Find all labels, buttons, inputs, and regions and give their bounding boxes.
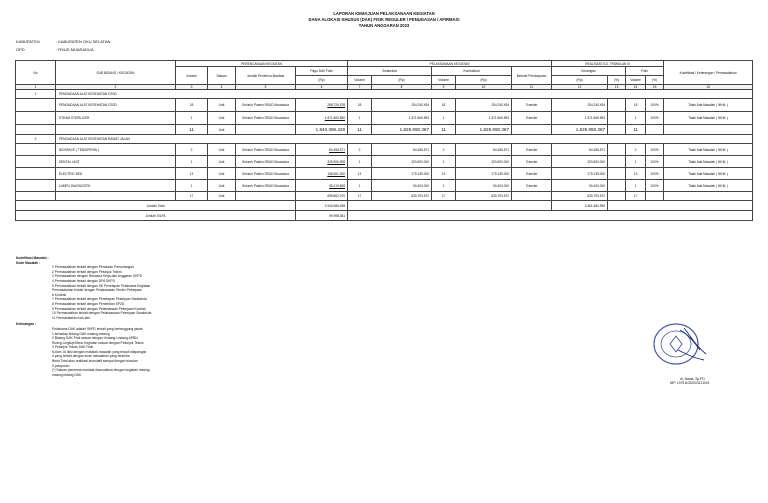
item-kon-volume: 1 xyxy=(432,156,456,168)
item-keterangan: Tidak Ada Masalah ( NIHIL ) xyxy=(664,112,753,125)
keterangan-heading: Keterangan : xyxy=(16,322,37,327)
item-keu-rp: 175.135.000 xyxy=(552,168,608,180)
item-swa-volume: 1 xyxy=(348,180,372,192)
item-penerima: Seluruh Pasien RSUD Muaradua xyxy=(236,168,296,180)
item-kon-volume: 2 xyxy=(432,144,456,156)
col-no: No xyxy=(16,61,56,85)
item-penerima: Seluruh Pasien RSUD Muaradua xyxy=(236,156,296,168)
item-swa-volume: 1 xyxy=(348,112,372,125)
table-row xyxy=(16,99,753,112)
item-satuan: Unit xyxy=(208,180,236,192)
item-name: PENGADAAN ALAT KESEHATAN CSSD xyxy=(56,99,176,112)
col-kontraktual: Kontraktual xyxy=(432,67,512,76)
item-keu-pct xyxy=(608,168,626,180)
item-fis-volume: 1 xyxy=(626,180,646,192)
item-volume: 13 xyxy=(176,168,208,180)
col-num: 9 xyxy=(432,85,456,90)
item-keu-pct xyxy=(608,180,626,192)
item-kon-rp: 1.571.669.893 xyxy=(456,112,512,125)
section-row xyxy=(16,135,753,144)
item-pagu: 84.458.571 xyxy=(296,144,348,156)
item-swa-rp: 320.800.000 xyxy=(372,156,432,168)
section-title: PENGADAAN ALAT KESEHATAN CSSD xyxy=(56,90,753,99)
col-num: 5 xyxy=(236,85,296,90)
item-swa-rp: 1.571.669.893 xyxy=(372,112,432,125)
item-swa-rp: 254.240.494 xyxy=(372,99,432,112)
subtotal-row xyxy=(16,125,753,135)
item-kon-rp: 84.458.571 xyxy=(456,144,512,156)
item-kon-rp: 254.240.494 xyxy=(456,99,512,112)
keterangan-item: masing bidang DAK xyxy=(52,372,82,377)
keterangan-item: Ruang Lingkup/Menu Kegiatan sesuai dengan Petunjuk Teknis xyxy=(52,340,144,345)
item-volume: 2 xyxy=(176,144,208,156)
col-num: 11 xyxy=(512,85,552,90)
col-num: 12 xyxy=(552,85,608,90)
kode-item: Permasalahan terkait dengan Pelaksanaan Tender Pekerjaan xyxy=(52,288,142,293)
item-swa-rp: 84.458.571 xyxy=(372,144,432,156)
kode-item: 3 Permasalahan dengan Rencana Kerja dan Anggaran SKPD xyxy=(52,274,142,279)
col-swa-rp: (Rp) xyxy=(372,76,432,85)
item-fis-pct: 100% xyxy=(646,112,664,125)
grand-total-keu: 2.461.683.959 xyxy=(552,201,608,211)
subtotal-keu-rp: 630.793.572 xyxy=(552,192,608,201)
col-num: 15 xyxy=(646,85,664,90)
item-fis-volume: 2 xyxy=(626,144,646,156)
item-keu-rp: 320.800.000 xyxy=(552,156,608,168)
grand-total-label: Jumlah Total xyxy=(16,201,296,211)
item-penerima: Seluruh Pasien RSUD Muaradua xyxy=(236,99,296,112)
subtotal-volume: 17 xyxy=(176,192,208,201)
item-pagu: 268.726.578 xyxy=(296,99,348,112)
kode-item: 2 Permasalahan terkait dengan Petunjuk Teknis xyxy=(52,269,122,274)
item-fis-pct: 100% xyxy=(646,168,664,180)
item-keterangan: Tidak Ada Masalah ( NIHIL ) xyxy=(664,156,753,168)
section-row xyxy=(16,90,753,99)
col-fis-pct: (%) xyxy=(646,76,664,85)
item-name: DENTAL UNIT xyxy=(56,156,176,168)
col-pelaksanaan: PELAKSANAAN KEGIATAN xyxy=(348,61,552,67)
col-kon-rp: (Rp) xyxy=(456,76,512,85)
item-swa-volume: 1 xyxy=(348,156,372,168)
kabupaten-value: : KABUPATEN OKU SELATAN xyxy=(56,39,111,44)
item-fis-pct: 100% xyxy=(646,180,664,192)
item-keu-rp: 254.240.494 xyxy=(552,99,608,112)
item-keu-rp: 1.571.669.893 xyxy=(552,112,608,125)
col-num: 16 xyxy=(664,85,753,90)
grand-total-row xyxy=(16,201,753,211)
item-penerima: Seluruh Pasien RSUD Muaradua xyxy=(236,112,296,125)
subtotal-kon-rp: 630.793.572 xyxy=(456,192,512,201)
opd-label: OPD xyxy=(16,47,25,52)
kode-item: 1 Permasalahan terkait dengan Peraturan Perundangan xyxy=(52,265,134,270)
kabupaten-label: KABUPATEN xyxy=(16,39,40,44)
item-kon-volume: 1 xyxy=(432,112,456,125)
subtotal-swa-rp: 1.825.890.387 xyxy=(372,125,432,135)
col-kon-volume: Volume xyxy=(432,76,456,85)
col-keuangan: Keuangan xyxy=(552,67,626,76)
item-pagu: 198.561.000 xyxy=(296,168,348,180)
item-pagu: 1.571.669.850 xyxy=(296,112,348,125)
kode-item: 11 Permasalahan lain-lain xyxy=(52,315,90,320)
item-satuan: Unit xyxy=(208,168,236,180)
subtotal-volume: 11 xyxy=(176,125,208,135)
item-satuan: Unit xyxy=(208,112,236,125)
item-fis-pct: 100% xyxy=(646,156,664,168)
item-metode: Transfer xyxy=(512,156,552,168)
kode-item: 7 Permasalahan terkait dengan Penerapan Pekerjaan Swakelola xyxy=(52,297,147,302)
grand-total-value: 2.540.086.498 xyxy=(296,201,348,211)
keterangan-item: 2 Bidang DAK Fisik sesuai dengan Undang-Undang APBN xyxy=(52,336,138,341)
item-keu-rp: 84.458.571 xyxy=(552,144,608,156)
item-kon-rp: 50.400.000 xyxy=(456,180,512,192)
subtotal-kon-volume: 11 xyxy=(432,125,456,135)
item-metode: Transfer xyxy=(512,144,552,156)
subtotal-fis-volume: 11 xyxy=(626,125,646,135)
kode-item: 9 Permasalahan terkait dengan Pelaksanaan Pekerjaan Kontrak xyxy=(52,306,146,311)
keterangan-item: (*) Satuan penerima manfaat disesuaikan dengan kegiatan masing- xyxy=(52,368,151,373)
opd-value: : RSUD MUARADUA xyxy=(56,47,94,52)
item-pagu: 325.906.908 xyxy=(296,156,348,168)
col-pagu-rp: (Rp) xyxy=(296,76,348,85)
section-title: PENGADAAN ALAT KESEHATAN RAWAT JALAN xyxy=(56,135,753,144)
item-fis-pct: 100% xyxy=(646,99,664,112)
section-no: 1 xyxy=(16,90,56,99)
keterangan-item: 4 yang terkait dengan kode masalahan yang tersedia xyxy=(52,354,130,359)
item-fis-volume: 1 xyxy=(626,156,646,168)
col-penerima: Jumlah Penerima Manfaat xyxy=(236,67,296,85)
item-satuan: Unit xyxy=(208,99,236,112)
item-name: LAMPU DIAGNOSTIK xyxy=(56,180,176,192)
subtotal-keu-rp: 1.825.890.387 xyxy=(552,125,608,135)
item-metode: Transfer xyxy=(512,180,552,192)
subtotal-satuan: Unit xyxy=(208,192,236,201)
col-fis-volume: Volume xyxy=(626,76,646,85)
official-stamp-icon xyxy=(650,320,710,370)
report-year: TAHUN ANGGARAN 2023 xyxy=(358,23,410,28)
keterangan-item: 5 pelaporan xyxy=(52,363,70,368)
signer-name: dr. Nama, Sp.PD xyxy=(680,377,705,381)
signer-nip: NIP. 197511052003121001 xyxy=(670,381,710,386)
subtotal-pagu: 1.840.396.428 xyxy=(296,125,348,135)
col-swa-volume: Volume xyxy=(348,76,372,85)
col-keu-rp: (Rp) xyxy=(552,76,608,85)
col-perencanaan: PERENCANAAN KEGIATAN xyxy=(176,61,348,67)
keterangan-item: Pelaksana DAK adalah SKPD terkait yang bertanggung jawab xyxy=(52,326,143,331)
col-keu-pct: (%) xyxy=(608,76,626,85)
col-num: 3 xyxy=(176,85,208,90)
item-keu-pct xyxy=(608,112,626,125)
col-satuan: Satuan xyxy=(208,67,236,85)
kode-item: 5 Permasalahan terkait dengan SK Penetapan Pelaksana Kegiatan xyxy=(52,283,151,288)
notes-block xyxy=(16,256,151,377)
item-name: STEAM STERILIZER xyxy=(56,112,176,125)
subtotal-swa-volume: 17 xyxy=(348,192,372,201)
col-num: 7 xyxy=(348,85,372,90)
kode-masalah-heading: Kode Masalah : xyxy=(16,260,41,265)
col-pagu: Pagu DAK Fisik xyxy=(296,67,348,76)
col-num: 4 xyxy=(208,85,236,90)
item-kon-rp: 175.135.000 xyxy=(456,168,512,180)
subtotal-kon-rp: 1.825.890.387 xyxy=(456,125,512,135)
item-kon-volume: 13 xyxy=(432,168,456,180)
col-num: 2 xyxy=(56,85,176,90)
item-name: BIOSPACE ( TENSIPERIN ) xyxy=(56,144,176,156)
kode-item: 10 Permasalahan terkait dengan Pelaksanaan Pekerjaan Swakelola xyxy=(52,311,152,316)
col-num: 8 xyxy=(372,85,432,90)
item-swa-rp: 50.400.000 xyxy=(372,180,432,192)
item-keterangan: Tidak Ada Masalah ( NIHIL ) xyxy=(664,180,753,192)
table-row xyxy=(16,112,753,125)
keterangan-item: 3 Petunjuk Teknis DAK Fisik xyxy=(52,345,94,350)
subtotal-kon-volume: 17 xyxy=(432,192,456,201)
item-fis-pct: 100% xyxy=(646,144,664,156)
col-swakelola: Swakelola xyxy=(348,67,432,76)
item-volume: 18 xyxy=(176,99,208,112)
keterangan-item: Kolom 16 diisi dengan masalah-masalah yang terjadi dilapangan xyxy=(52,349,147,354)
table-row xyxy=(16,156,753,168)
item-swa-volume: 13 xyxy=(348,168,372,180)
kode-item: 8 Permasalahan terkait dengan Penerbitan SP2D xyxy=(52,301,125,306)
col-sub-bidang: SUB BIDANG / KEGIATAN xyxy=(56,61,176,85)
item-penerima: Seluruh Pasien RSUD Muaradua xyxy=(236,180,296,192)
col-fisik: Fisik xyxy=(626,67,664,76)
subtotal-pagu: 699.662.070 xyxy=(296,192,348,201)
silpa-value: 99.998.381 xyxy=(296,211,348,221)
table-row xyxy=(16,180,753,192)
subtotal-swa-rp: 630.793.572 xyxy=(372,192,432,201)
item-metode: Transfer xyxy=(512,99,552,112)
col-num: 10 xyxy=(456,85,512,90)
item-name: ELECTRIC BED xyxy=(56,168,176,180)
col-metode: Metode Pembayaran xyxy=(512,67,552,85)
item-keu-pct xyxy=(608,156,626,168)
item-kon-rp: 320.800.000 xyxy=(456,156,512,168)
silpa-row xyxy=(16,211,753,221)
subtotal-fis-volume: 17 xyxy=(626,192,646,201)
col-num: 1 xyxy=(16,85,56,90)
item-fis-volume: 13 xyxy=(626,168,646,180)
col-keterangan: Kodefikasi / Keterangan / Permasalahan xyxy=(664,61,753,85)
item-satuan: Unit xyxy=(208,144,236,156)
kabupaten-line xyxy=(16,38,110,45)
col-num: 13 xyxy=(608,85,626,90)
table-row xyxy=(16,144,753,156)
kode-item: 6 Kontrak xyxy=(52,292,67,297)
item-swa-rp: 175.135.000 xyxy=(372,168,432,180)
table-row xyxy=(16,168,753,180)
kode-item: 4 Permasalahan terkait dengan DPA SKPD xyxy=(52,278,115,283)
subtotal-swa-volume: 11 xyxy=(348,125,372,135)
item-swa-volume: 2 xyxy=(348,144,372,156)
item-volume: 1 xyxy=(176,112,208,125)
item-keu-pct xyxy=(608,99,626,112)
report-subtitle: DANA ALOKASI KHUSUS (DAK) FISIK REGULER / PENUGASAN / AFIRMASI xyxy=(308,17,460,22)
opd-line xyxy=(16,46,94,53)
item-keterangan: Tidak Ada Masalah ( NIHIL ) xyxy=(664,144,753,156)
item-fis-volume: 18 xyxy=(626,99,646,112)
keterangan-item: Beda Total atau realisasi kumulatif sampai dengan triwulan xyxy=(52,359,138,364)
item-volume: 1 xyxy=(176,156,208,168)
item-keu-rp: 50.400.000 xyxy=(552,180,608,192)
col-num: 6 xyxy=(296,85,348,90)
item-volume: 1 xyxy=(176,180,208,192)
item-pagu: 55.419.808 xyxy=(296,180,348,192)
subtotal-row xyxy=(16,192,753,201)
item-metode: Transfer xyxy=(512,112,552,125)
item-swa-volume: 18 xyxy=(348,99,372,112)
item-kon-volume: 1 xyxy=(432,180,456,192)
item-penerima: Seluruh Pasien RSUD Muaradua xyxy=(236,144,296,156)
col-num: 14 xyxy=(626,85,646,90)
item-keterangan: Tidak Ada Masalah ( NIHIL ) xyxy=(664,99,753,112)
item-metode: Transfer xyxy=(512,168,552,180)
report-table xyxy=(15,60,753,221)
section-no: 2 xyxy=(16,135,56,144)
col-realisasi: REALISASI S.D. TRIWULAN III xyxy=(552,61,664,67)
item-keterangan: Tidak Ada Masalah ( NIHIL ) xyxy=(664,168,753,180)
item-fis-volume: 1 xyxy=(626,112,646,125)
item-kon-volume: 18 xyxy=(432,99,456,112)
item-keu-pct xyxy=(608,144,626,156)
silpa-label: Jumlah SILPA xyxy=(16,211,296,221)
col-volume: Volume xyxy=(176,67,208,85)
kodefikasi-heading: Kodefikasi Masalah : xyxy=(16,256,49,260)
signature-block xyxy=(640,377,750,386)
item-satuan: Unit xyxy=(208,156,236,168)
subtotal-satuan: Unit xyxy=(208,125,236,135)
keterangan-item: 1 terhadap bidang DAK masing-masing xyxy=(52,331,110,336)
report-title: LAPORAN KEMAJUAN PELAKSANAAN KEGIATAN xyxy=(333,11,435,16)
